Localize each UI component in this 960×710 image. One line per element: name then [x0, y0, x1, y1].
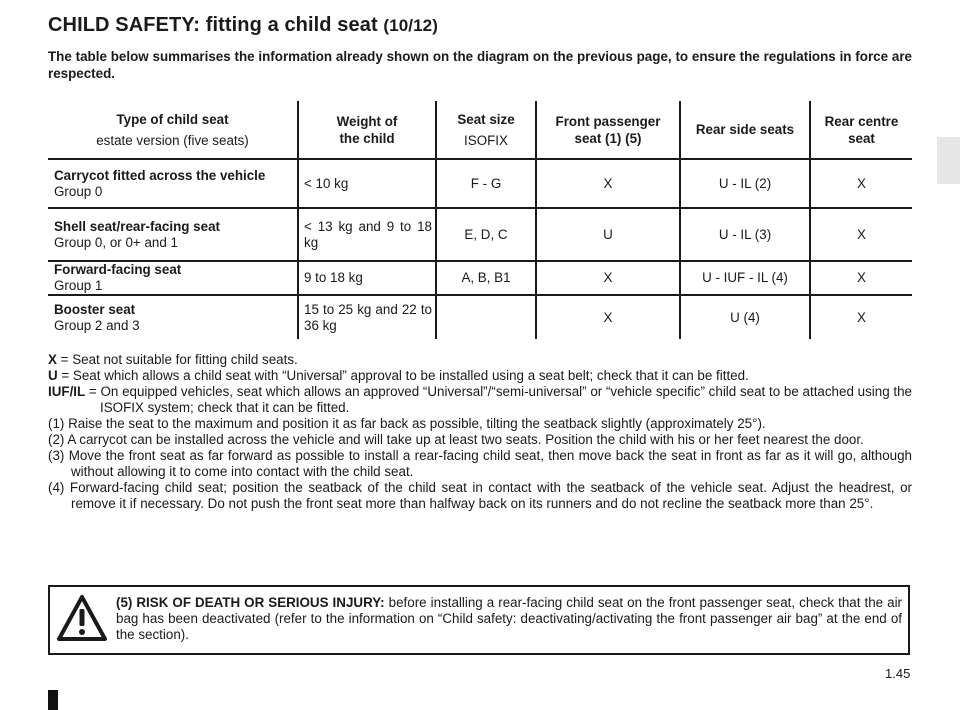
- row-category-name: Forward-facing seat: [54, 262, 182, 277]
- footnote-3: (3) Move the front seat as far forward as possible to install a rear-facing child seat, then move back the seat in front as far as it will go, although without allowing it to come into contact with the child seat.: [48, 448, 912, 479]
- warning-body: before installing a rear-facing child seat on the front passenger seat, check that the air bag has been deactivated (refer to the information on “Child safety: deactivating/activating the front passenger air bag” at the end of the section).: [116, 595, 902, 642]
- row-seat-size: A, B, B1: [436, 261, 536, 295]
- row-category-group: Group 2 and 3: [54, 317, 140, 333]
- header-rear-centre: [810, 101, 912, 159]
- page-number: 1.45: [885, 666, 911, 681]
- section-tab: [937, 137, 960, 184]
- child-seat-table: [48, 101, 912, 339]
- legend-u-key: U: [48, 368, 58, 383]
- footnote-2: (2) A carrycot can be installed across the vehicle and will take up at least two seats. Position the child with his or her feet nearest the door.: [48, 432, 864, 447]
- row-category-group: Group 0, or 0+ and 1: [54, 234, 178, 250]
- table-row: [48, 295, 912, 339]
- header-type: [48, 101, 298, 159]
- row-category-name: Shell seat/rear-facing seat: [54, 218, 220, 234]
- legend-iufil-text: = On equipped vehicles, seat which allows an approved “Universal”/“semi-universal” or “vehicle specific” child seat to be attached using the ISOFIX system; check that it can be fitted.: [85, 384, 912, 415]
- row-front-passenger: X: [536, 261, 680, 295]
- legend-x: [48, 352, 912, 368]
- legend: [48, 352, 912, 512]
- header-type-sub: estate version (five seats): [96, 132, 249, 148]
- row-front-passenger: X: [536, 295, 680, 339]
- row-category-group: Group 0: [54, 183, 103, 199]
- row-rear-centre: X: [810, 208, 912, 261]
- footnote-4: (4) Forward-facing child seat; position the seatback of the child seat in contact with the seatback of the vehicle seat. Adjust the headrest, or remove it if necessary. Do not push the front seat more than halfway back on its runners and do not recline the seatback more than 25°.: [48, 480, 912, 511]
- legend-x-key: X: [48, 352, 57, 367]
- row-rear-centre: X: [810, 295, 912, 339]
- header-weight-line2: the child: [339, 130, 395, 146]
- header-weight: [298, 101, 436, 159]
- row-weight: 9 to 18 kg: [298, 261, 436, 295]
- header-front-line1: Front passenger: [555, 113, 661, 129]
- legend-iufil-key: IUF/IL: [48, 384, 86, 399]
- table-header-row: [48, 101, 912, 159]
- table-row: [48, 159, 912, 208]
- row-category: [48, 295, 298, 339]
- row-category-name: Carrycot fitted across the vehicle: [54, 167, 266, 183]
- row-rear-side: U - IL (3): [680, 208, 810, 261]
- row-category-name: Booster seat: [54, 301, 136, 317]
- row-weight: < 13 kg and 9 to 18 kg: [298, 208, 436, 261]
- row-category: [48, 208, 298, 261]
- row-rear-side: U - IUF - IL (4): [680, 261, 810, 295]
- header-seat-size: [436, 101, 536, 159]
- row-rear-side: U (4): [680, 295, 810, 339]
- header-front-passenger: [536, 101, 680, 159]
- intro-paragraph: The table below summarises the information already shown on the diagram on the previous page, to ensure the regulations in force are respected.: [48, 49, 912, 81]
- row-weight: 15 to 25 kg and 22 to 36 kg: [298, 295, 436, 339]
- legend-iufil: [48, 384, 912, 416]
- page-title-text: CHILD SAFETY: fitting a child seat: [48, 14, 378, 36]
- row-rear-side: U - IL (2): [680, 159, 810, 208]
- warning-heading: (5) RISK OF DEATH OR SERIOUS INJURY:: [116, 595, 385, 610]
- legend-u: [48, 368, 912, 384]
- warning-triangle-icon: [56, 594, 108, 642]
- row-seat-size: F - G: [436, 159, 536, 208]
- warning-text: [116, 595, 902, 643]
- header-type-label: Type of child seat: [116, 111, 229, 127]
- legend-x-text: = Seat not suitable for fitting child seats.: [56, 352, 298, 367]
- header-rear-side-label: Rear side seats: [695, 122, 795, 137]
- header-rear-centre-line1: Rear centre: [824, 113, 899, 129]
- table-row: [48, 261, 912, 295]
- row-rear-centre: X: [810, 159, 912, 208]
- row-rear-centre: X: [810, 261, 912, 295]
- row-front-passenger: U: [536, 208, 680, 261]
- page-title: [48, 14, 438, 37]
- row-front-passenger: X: [536, 159, 680, 208]
- row-weight: < 10 kg: [298, 159, 436, 208]
- row-category-group: Group 1: [54, 278, 103, 293]
- header-rear-side: [680, 101, 810, 159]
- row-seat-size: E, D, C: [436, 208, 536, 261]
- row-category: [48, 261, 298, 295]
- corner-mark: [48, 690, 58, 710]
- legend-u-text: = Seat which allows a child seat with “Universal” approval to be installed using a seat belt; check that it can be fitted.: [57, 368, 749, 383]
- row-category: [48, 159, 298, 208]
- footnote-1: (1) Raise the seat to the maximum and position it as far back as possible, tilting the seatback slightly (approximately 25°).: [48, 416, 766, 431]
- header-rear-centre-line2: seat: [848, 130, 875, 146]
- row-seat-size: [436, 295, 536, 339]
- warning-box: [48, 585, 910, 655]
- header-weight-line1: Weight of: [336, 113, 398, 129]
- table-row: [48, 208, 912, 261]
- header-front-line2: seat (1) (5): [574, 130, 642, 146]
- header-size-label: Seat size: [457, 111, 515, 127]
- page-part: (10/12): [383, 16, 438, 35]
- header-size-sub: ISOFIX: [464, 132, 508, 148]
